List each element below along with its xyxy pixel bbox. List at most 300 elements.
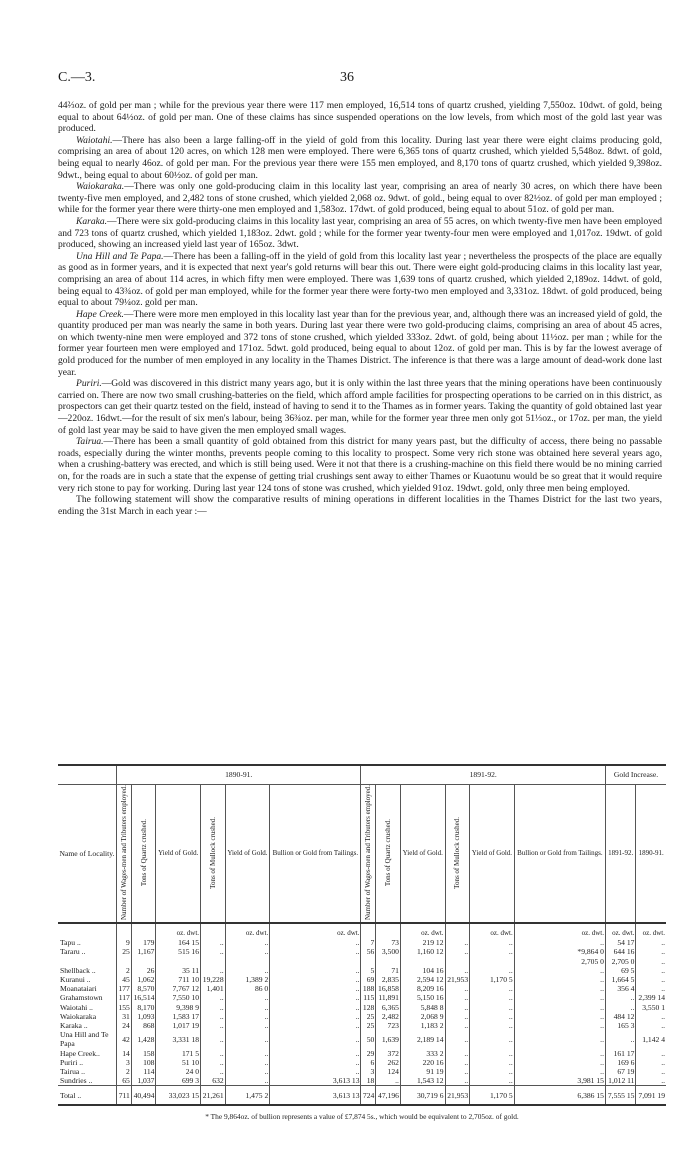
- value-cell: 5: [361, 966, 376, 975]
- value-cell: ..: [225, 947, 270, 956]
- paragraph: Waiokaraka.—There was only one gold-producing claim in this locality last year, comprising an area of nearly 30 acres, on which there have been twenty-five men employed, and 2,482 tons of stone crushed, which yielded 2,068 oz. 9dwt. of gold., being equal to over 82½oz. of gold per man employed ; while for the former year there were thirty-one men employed and 1,583oz. 17dwt. of gold produced, being equal to about 51oz. of gold per man.: [58, 181, 662, 216]
- value-cell: 724: [361, 1086, 376, 1106]
- value-cell: 484 12: [605, 1012, 635, 1021]
- value-cell: 188: [362, 984, 375, 994]
- value-cell: ..: [445, 1012, 470, 1021]
- value-cell: ..: [445, 947, 470, 956]
- group-header-gold-increase: Gold Increase.: [605, 765, 666, 785]
- value-cell: 115: [361, 993, 376, 1002]
- body-text: [58, 100, 662, 517]
- value-cell: 165 3: [605, 1021, 635, 1030]
- value-cell: 45: [117, 975, 132, 984]
- value-cell: 1,167: [131, 947, 156, 956]
- value-cell: ..: [270, 1003, 361, 1012]
- total-row: [58, 1086, 666, 1106]
- value-cell: ..: [470, 993, 515, 1002]
- value-cell: oz. dwt.: [470, 923, 515, 938]
- value-cell: ..: [201, 938, 226, 947]
- value-cell: 128: [362, 1002, 375, 1012]
- value-cell: ..: [225, 1067, 270, 1076]
- locality-header: Name of Locality.: [58, 785, 117, 924]
- value-cell: 7: [361, 938, 376, 947]
- column-header: Number of Wages-men and Tributers employed.: [117, 785, 132, 924]
- value-cell: 1,170 5: [470, 975, 515, 984]
- value-cell: 2,705 0: [514, 957, 605, 966]
- value-cell: ..: [636, 1067, 666, 1076]
- value-cell: ..: [470, 1076, 515, 1086]
- value-cell: ..: [225, 1003, 270, 1012]
- value-cell: 868: [131, 1021, 156, 1030]
- value-cell: ..: [470, 1012, 515, 1021]
- value-cell: 169 6: [605, 1058, 635, 1067]
- value-cell: 1,093: [131, 1012, 156, 1021]
- value-cell: ..: [225, 938, 270, 947]
- value-cell: ..: [514, 1049, 605, 1058]
- value-cell: 71: [376, 966, 401, 975]
- table-row: [58, 1012, 666, 1021]
- value-cell: ..: [270, 1012, 361, 1021]
- value-cell: 65: [117, 1076, 132, 1086]
- value-cell: 86 0: [225, 984, 270, 993]
- value-cell: ..: [445, 984, 470, 993]
- locality-cell: Kuranui ..: [60, 975, 91, 985]
- value-cell: 16,514: [131, 993, 156, 1002]
- column-header: Tons of Mullock crushed.: [201, 785, 226, 924]
- value-cell: oz. dwt.: [156, 923, 201, 938]
- value-cell: ..: [470, 1058, 515, 1067]
- value-cell: 29: [361, 1049, 376, 1058]
- value-cell: ..: [470, 984, 515, 993]
- value-cell: 219 12: [400, 938, 445, 947]
- value-cell: 33,023 15: [156, 1086, 201, 1106]
- value-cell: 21,953: [445, 975, 470, 984]
- value-cell: 19,228: [201, 975, 226, 984]
- value-cell: ..: [470, 966, 515, 975]
- value-cell: ..: [636, 938, 666, 947]
- value-cell: ..: [445, 993, 470, 1002]
- value-cell: 21,261: [201, 1086, 226, 1106]
- locality-cell: Puriri ..: [60, 1057, 83, 1067]
- value-cell: ..: [470, 1003, 515, 1012]
- value-cell: ..: [270, 1049, 361, 1058]
- value-cell: 1,475 2: [225, 1086, 270, 1106]
- paragraph: Waiotahi.—There has also been a large falling-off in the yield of gold from this locality. During last year there were eight claims producing gold, comprising an area of about 120 acres, on which 128 men were employed. There were 6,365 tons of quartz crushed, which yielded 5,548oz. 8dwt. of gold, being equal to nearly 46oz. of gold per man. For the previous year there were 155 men employed, and 8,170 tons of quartz crushed, which yielded 9,398oz. 9dwt., being equal to about 60½oz. of gold per man.: [58, 134, 662, 181]
- table-row: [58, 1003, 666, 1012]
- value-cell: ..: [201, 1021, 226, 1030]
- value-cell: [376, 957, 401, 966]
- value-cell: ..: [445, 966, 470, 975]
- value-cell: 1,664 5: [605, 975, 635, 984]
- value-cell: [361, 957, 376, 966]
- value-cell: ..: [201, 1012, 226, 1021]
- table-row: [58, 1058, 666, 1067]
- value-cell: 171 5: [156, 1049, 201, 1058]
- value-cell: ..: [470, 947, 515, 956]
- value-cell: ..: [605, 1030, 635, 1048]
- table-row: [58, 1030, 666, 1048]
- value-cell: ..: [445, 938, 470, 947]
- locality-cell: Grahamstown: [60, 993, 103, 1003]
- value-cell: ..: [225, 993, 270, 1002]
- value-cell: 69 5: [605, 966, 635, 975]
- value-cell: 47,196: [376, 1086, 401, 1106]
- paragraph: 44⅔oz. of gold per man ; while for the previous year there were 117 men employed, 16,514 tons of quartz crushed, yielding 7,550oz. 10dwt. of gold, being equal to about 64½oz. of gold per man. One of these claims has since suspended operations on the low levels, from which most of the gold last year was produced.: [58, 100, 662, 135]
- locality-cell: Shellback ..: [60, 965, 96, 975]
- table-row: [58, 957, 666, 966]
- value-cell: ..: [514, 1021, 605, 1030]
- value-cell: ..: [445, 1049, 470, 1058]
- value-cell: [376, 923, 401, 938]
- value-cell: 21,953: [445, 1086, 470, 1106]
- value-cell: [117, 923, 132, 938]
- value-cell: ..: [270, 1058, 361, 1067]
- value-cell: 1,428: [131, 1030, 156, 1048]
- value-cell: 69: [361, 975, 376, 984]
- value-cell: ..: [201, 947, 226, 956]
- table-row: [58, 993, 666, 1002]
- value-cell: ..: [636, 957, 666, 966]
- value-cell: 2,399 14: [636, 993, 666, 1002]
- value-cell: ..: [514, 1067, 605, 1076]
- value-cell: 9: [117, 938, 132, 947]
- table-row: [58, 1076, 666, 1086]
- value-cell: ..: [225, 1058, 270, 1067]
- locality-cell: Tapu ..: [60, 938, 81, 948]
- value-cell: 7,767 12: [156, 984, 201, 993]
- value-cell: oz. dwt.: [400, 923, 445, 938]
- value-cell: 31: [117, 1012, 132, 1021]
- value-cell: [156, 957, 201, 966]
- locality-cell: [58, 957, 117, 966]
- value-cell: 5,848 8: [400, 1003, 445, 1012]
- value-cell: 164 15: [156, 938, 201, 947]
- locality-cell: Sundries ..: [60, 1076, 93, 1086]
- table-row: [58, 984, 666, 993]
- table-row: [58, 1049, 666, 1058]
- value-cell: 699 3: [156, 1076, 201, 1086]
- value-cell: [201, 957, 226, 966]
- value-cell: 177: [118, 984, 130, 994]
- value-cell: ..: [605, 1003, 635, 1012]
- value-cell: ..: [201, 966, 226, 975]
- value-cell: ..: [470, 1049, 515, 1058]
- column-header: Tons of Quartz crushed.: [131, 785, 156, 924]
- value-cell: [400, 957, 445, 966]
- column-header: Bullion or Gold from Tailings.: [514, 785, 605, 924]
- value-cell: ..: [270, 966, 361, 975]
- value-cell: 7,555 15: [605, 1086, 635, 1106]
- value-cell: 632: [201, 1076, 226, 1086]
- value-cell: [270, 957, 361, 966]
- value-cell: ..: [270, 1030, 361, 1048]
- value-cell: 6,365: [376, 1003, 401, 1012]
- value-cell: 7,550 10: [156, 993, 201, 1002]
- value-cell: 114: [131, 1067, 156, 1076]
- value-cell: 11,891: [376, 993, 401, 1002]
- value-cell: ..: [636, 1021, 666, 1030]
- value-cell: 24 0: [156, 1067, 201, 1076]
- value-cell: [361, 923, 376, 938]
- value-cell: ..: [636, 1049, 666, 1058]
- column-header: 1890-91.: [636, 785, 666, 924]
- column-header: Tons of Mullock crushed.: [445, 785, 470, 924]
- value-cell: ..: [270, 993, 361, 1002]
- value-cell: 1,012 11: [605, 1076, 635, 1086]
- value-cell: 6,386 15: [514, 1086, 605, 1106]
- value-cell: ..: [636, 984, 666, 993]
- value-cell: 723: [376, 1021, 401, 1030]
- column-header: Tons of Quartz crushed.: [376, 785, 401, 924]
- value-cell: ..: [470, 1021, 515, 1030]
- paragraph: The following statement will show the comparative results of mining operations in different localities in the Thames District for the last two years, ending the 31st March in each year :—: [58, 494, 662, 517]
- value-cell: 3,613 13: [270, 1086, 361, 1106]
- table-row: [58, 1021, 666, 1030]
- value-cell: 26: [131, 966, 156, 975]
- value-cell: 1,583 17: [156, 1012, 201, 1021]
- value-cell: 18: [361, 1076, 376, 1086]
- value-cell: 158: [131, 1049, 156, 1058]
- locality-cell: Waiokaraka: [60, 1011, 97, 1021]
- value-cell: oz. dwt.: [605, 923, 635, 938]
- value-cell: [445, 957, 470, 966]
- value-cell: ..: [514, 1012, 605, 1021]
- value-cell: 711: [117, 1086, 132, 1106]
- locality-cell: Tararu ..: [60, 947, 86, 957]
- value-cell: 220 16: [400, 1058, 445, 1067]
- value-cell: ..: [270, 975, 361, 984]
- value-cell: ..: [470, 1067, 515, 1076]
- value-cell: 2,835: [376, 975, 401, 984]
- value-cell: 3: [117, 1058, 132, 1067]
- value-cell: 2,594 12: [400, 975, 445, 984]
- value-cell: 25: [117, 947, 132, 956]
- value-cell: 1,183 2: [400, 1021, 445, 1030]
- value-cell: ..: [225, 1012, 270, 1021]
- value-cell: 1,017 19: [156, 1021, 201, 1030]
- page-header: [0, 70, 700, 94]
- value-cell: ..: [445, 1058, 470, 1067]
- value-cell: ..: [376, 1076, 401, 1086]
- value-cell: 1,401: [201, 984, 226, 993]
- footnote: * The 9,864oz. of bullion represents a value of £7,874 5s., which would be equivalent to 2,705oz. of gold.: [205, 1112, 519, 1121]
- value-cell: 3: [361, 1067, 376, 1076]
- value-cell: *9,864 0: [514, 947, 605, 956]
- value-cell: ..: [445, 1067, 470, 1076]
- value-cell: 124: [376, 1067, 401, 1076]
- column-header: Number of Wages-men and Tributers employed.: [361, 785, 376, 924]
- locality-cell: Karaka ..: [60, 1021, 88, 1031]
- value-cell: 1,170 5: [470, 1086, 515, 1106]
- value-cell: ..: [470, 1030, 515, 1048]
- document-code: C.—3.: [58, 70, 96, 85]
- value-cell: ..: [270, 984, 361, 993]
- value-cell: 3,331 18: [156, 1030, 201, 1048]
- value-cell: 1,037: [131, 1076, 156, 1086]
- page-number: 36: [340, 70, 354, 85]
- column-header: Yield of Gold.: [156, 785, 201, 924]
- value-cell: ..: [514, 993, 605, 1002]
- value-cell: 2,189 14: [400, 1030, 445, 1048]
- value-cell: 73: [376, 938, 401, 947]
- value-cell: ..: [470, 938, 515, 947]
- value-cell: [131, 957, 156, 966]
- value-cell: oz. dwt.: [636, 923, 666, 938]
- column-header: Yield of Gold.: [400, 785, 445, 924]
- table-row: [58, 966, 666, 975]
- value-cell: ..: [225, 1030, 270, 1048]
- locality-cell: Waiotahi ..: [60, 1002, 93, 1012]
- value-cell: ..: [636, 1012, 666, 1021]
- value-cell: 54 17: [605, 938, 635, 947]
- value-cell: [445, 923, 470, 938]
- value-cell: 40,494: [131, 1086, 156, 1106]
- value-cell: ..: [270, 1021, 361, 1030]
- value-cell: 51 10: [156, 1058, 201, 1067]
- table-row: [58, 1067, 666, 1076]
- paragraph: Tairua.—There has been a small quantity of gold obtained from this district for many years past, but the difficulty of access, there being no passable roads, especially during the winter months, prevents people coming to this locality to prospect. Some very rich stone was obtained here several years ago, when a crushing-battery was erected, and which is still being used. Were it not that there is a crushing-machine on this field there would be no mining carried on, for the roads are in such a state that the expense of getting trial crushings sent away to either Thames or Kuaotunu would be so great that it would require very rich stone to pay for working. During last year 124 tons of stone was crushed, which yielded 91oz. 19dwt. gold, only three men being employed.: [58, 436, 662, 494]
- paragraph: Una Hill and Te Papa.—There has been a falling-off in the yield of gold from this locality last year ; nevertheless the prospects of the place are equally as good as in former years, and it is expected that next year's gold returns will bear this out. There were eight gold-producing claims in this locality last year, comprising an area of about 114 acres, in which fifty men were employed. There was 1,639 tons of quartz crushed, which yielded 2,189oz. 14dwt. of gold, being equal to 43¾oz. of gold per man employed, while for the former year there were forty-two men employed and 3,331oz. 18dwt. of gold produced, being equal to about 79¼oz. gold per man.: [58, 250, 662, 309]
- value-cell: 16,858: [376, 984, 401, 993]
- value-cell: 1,389 2: [225, 975, 270, 984]
- value-cell: ..: [514, 938, 605, 947]
- locality-cell: [58, 923, 117, 938]
- value-cell: 9,398 9: [156, 1003, 201, 1012]
- value-cell: ..: [270, 938, 361, 947]
- value-cell: 24: [117, 1021, 132, 1030]
- locality-cell: Moanataiari: [60, 984, 97, 994]
- value-cell: ..: [514, 966, 605, 975]
- value-cell: ..: [636, 1076, 666, 1086]
- value-cell: 1,062: [131, 975, 156, 984]
- value-cell: 262: [376, 1058, 401, 1067]
- value-cell: 3,500: [376, 947, 401, 956]
- value-cell: 7,091 19: [636, 1086, 666, 1106]
- value-cell: 8,170: [131, 1003, 156, 1012]
- value-cell: ..: [514, 1030, 605, 1048]
- value-cell: 56: [361, 947, 376, 956]
- value-cell: oz. dwt.: [225, 923, 270, 938]
- value-cell: 2,705 0: [605, 957, 635, 966]
- value-cell: 50: [361, 1030, 376, 1048]
- value-cell: 372: [376, 1049, 401, 1058]
- value-cell: ..: [605, 993, 635, 1002]
- value-cell: ..: [445, 1021, 470, 1030]
- value-cell: 35 11: [156, 966, 201, 975]
- value-cell: ..: [201, 1058, 226, 1067]
- value-cell: 644 16: [605, 947, 635, 956]
- column-header: Yield of Gold.: [225, 785, 270, 924]
- value-cell: 711 10: [156, 975, 201, 984]
- locality-cell: Hape Creek..: [60, 1048, 100, 1058]
- value-cell: ..: [225, 1049, 270, 1058]
- value-cell: 104 16: [400, 966, 445, 975]
- value-cell: ..: [514, 975, 605, 984]
- table-row: [58, 938, 666, 947]
- value-cell: [470, 957, 515, 966]
- value-cell: [201, 923, 226, 938]
- value-cell: oz. dwt.: [270, 923, 361, 938]
- value-cell: 1,543 12: [400, 1076, 445, 1086]
- value-cell: ..: [225, 966, 270, 975]
- locality-cell: Una Hill and Te Papa: [60, 1030, 109, 1049]
- value-cell: 1,160 12: [400, 947, 445, 956]
- paragraph: Puriri.—Gold was discovered in this district many years ago, but it is only within the last three years that the mining operations have been continuously carried on. There are now two small crushing-batteries on the field, which afford ample facilities for prospecting operations to be carried on in this district, as prospectors can get their quartz tested on the field, instead of having to send it to the Thames as in former years. Taking the quantity of gold obtained last year—220oz. 16dwt.—for the result of six men's labour, being 36¾oz. per man, while for the former year three men only got 51⅓oz., or 17oz. per man, the yield of gold last year may be said to have given the men employed small wages.: [58, 378, 662, 436]
- statistics-table: [58, 764, 666, 1106]
- value-cell: ..: [201, 1003, 226, 1012]
- value-cell: 8,209 16: [400, 984, 445, 993]
- value-cell: 117: [117, 993, 132, 1002]
- value-cell: ..: [225, 1076, 270, 1086]
- value-cell: 25: [361, 1012, 376, 1021]
- group-header-1891-92: 1891-92.: [361, 765, 605, 785]
- group-header-1890-91: 1890-91.: [117, 765, 361, 785]
- value-cell: 14: [117, 1049, 132, 1058]
- locality-cell: Tairua ..: [60, 1067, 85, 1077]
- value-cell: ..: [514, 1003, 605, 1012]
- value-cell: 25: [361, 1021, 376, 1030]
- value-cell: 1,639: [376, 1030, 401, 1048]
- value-cell: ..: [636, 1058, 666, 1067]
- value-cell: 2: [117, 1067, 132, 1076]
- value-cell: 356 4: [605, 984, 635, 993]
- value-cell: 161 17: [605, 1049, 635, 1058]
- paragraph: Hape Creek.—There were more men employed in this locality last year than for the previous year, and, although there was an increased yield of gold, the quantity produced per man was nearly the same in both years. During last year there were two gold-producing claims, comprising an area of about 45 acres, on which twenty-nine men were employed and 372 tons of stone crushed, which yielded 333oz. 2dwt. of gold, being about 11½oz. per man ; while for the former year fourteen men were employed and 171oz. 5dwt. gold produced, being equal to about 12oz. of gold per man. This is by far the lowest average of gold produced for the number of men employed in any locality in the Thames District. The inference is that there was a large amount of dead-work done last year.: [58, 308, 662, 378]
- value-cell: ..: [514, 1058, 605, 1067]
- value-cell: 6: [361, 1058, 376, 1067]
- value-cell: [131, 923, 156, 938]
- value-cell: [117, 957, 132, 966]
- value-cell: ..: [445, 1030, 470, 1048]
- table-row: [58, 975, 666, 984]
- column-header: Bullion or Gold from Tailings.: [270, 785, 361, 924]
- value-cell: ..: [201, 993, 226, 1002]
- paragraph: Karaka.—There were six gold-producing claims in this locality last year, comprising an area of 55 acres, on which twenty-five men have been employed and 723 tons of quartz crushed, which yielded 1,183oz. 2dwt. gold ; while for the former year twenty-four men were employed and 1,017oz. 19dwt. of gold produced, showing an increased yield last year of 165oz. 3dwt.: [58, 215, 662, 251]
- value-cell: 155: [118, 1002, 130, 1012]
- locality-cell: Total ..: [58, 1086, 117, 1106]
- value-cell: ..: [445, 1076, 470, 1086]
- value-cell: 5,150 16: [400, 993, 445, 1002]
- value-cell: 1,142 4: [636, 1030, 666, 1048]
- value-cell: ..: [201, 1067, 226, 1076]
- value-cell: 2,068 9: [400, 1012, 445, 1021]
- value-cell: 3,550 1: [636, 1003, 666, 1012]
- value-cell: ..: [636, 966, 666, 975]
- value-cell: 3,981 15: [514, 1076, 605, 1086]
- units-row: [58, 923, 666, 938]
- value-cell: 67 19: [605, 1067, 635, 1076]
- value-cell: 2,482: [376, 1012, 401, 1021]
- value-cell: [225, 957, 270, 966]
- value-cell: 108: [131, 1058, 156, 1067]
- value-cell: 91 19: [400, 1067, 445, 1076]
- name-header-cell: [58, 765, 117, 785]
- value-cell: 179: [131, 938, 156, 947]
- value-cell: 42: [117, 1030, 132, 1048]
- value-cell: ..: [270, 947, 361, 956]
- column-header: Yield of Gold.: [470, 785, 515, 924]
- value-cell: ..: [636, 975, 666, 984]
- value-cell: ..: [201, 1049, 226, 1058]
- value-cell: 333 2: [400, 1049, 445, 1058]
- value-cell: ..: [225, 1021, 270, 1030]
- column-header: 1891-92.: [605, 785, 635, 924]
- value-cell: ..: [514, 984, 605, 993]
- value-cell: 2: [117, 966, 132, 975]
- value-cell: ..: [270, 1067, 361, 1076]
- value-cell: 3,613 13: [270, 1076, 361, 1086]
- table-row: [58, 947, 666, 956]
- value-cell: oz. dwt.: [514, 923, 605, 938]
